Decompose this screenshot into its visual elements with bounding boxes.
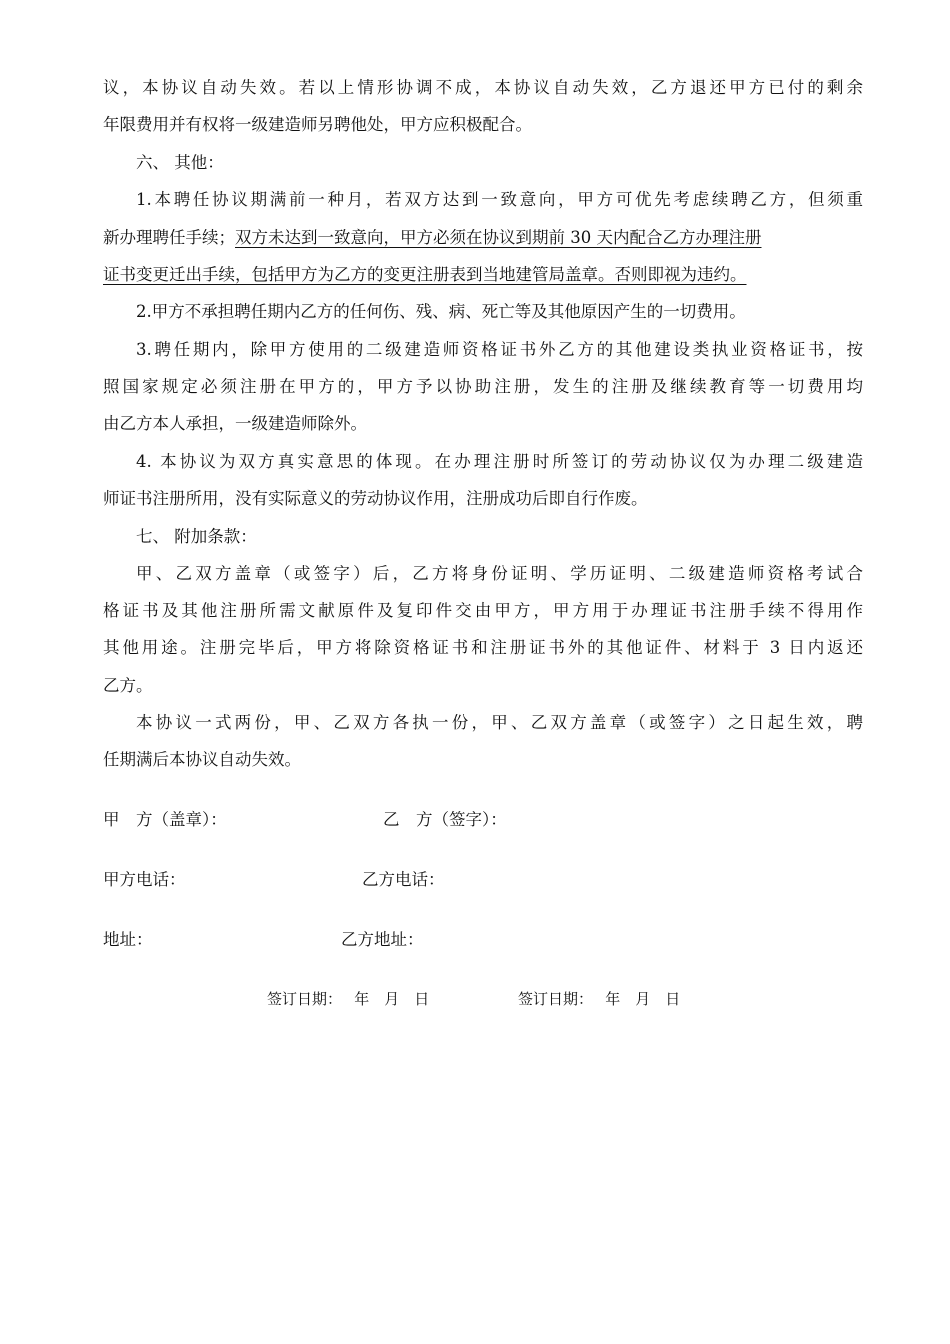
party-b-phone-label: 乙方电话：	[362, 870, 445, 889]
paragraph-line: 1.本聘任协议期满前一种月，若双方达到一致意向，甲方可优先考虑续聘乙方，但须重	[136, 190, 863, 209]
paragraph-line: 乙方。	[103, 676, 153, 695]
paragraph-line: 3.聘任期内，除甲方使用的二级建造师资格证书外乙方的其他建设类执业资格证书，按	[136, 340, 863, 359]
sign-date-party-a: 签订日期： 年 月 日	[267, 990, 430, 1008]
party-b-sign-label: 乙 方（签字）：	[383, 810, 507, 829]
paragraph-line: 4. 本协议为双方真实意思的体现。在办理注册时所签订的劳动协议仅为办理二级建造	[136, 452, 863, 471]
paragraph-line: 甲、乙双方盖章（或签字）后，乙方将身份证明、学历证明、二级建造师资格考试合	[136, 564, 863, 583]
paragraph-line: 照国家规定必须注册在甲方的，甲方予以协助注册，发生的注册及继续教育等一切费用均	[103, 377, 863, 396]
sign-date-party-b: 签订日期： 年 月 日	[518, 990, 681, 1008]
section-heading-six: 六、 其他：	[136, 153, 224, 172]
party-a-phone-label: 甲方电话：	[103, 870, 186, 889]
underlined-clause: 双方未达到一致意向，甲方必须在协议到期前 30 天内配合乙方办理注册	[235, 228, 762, 247]
paragraph-line: 由乙方本人承担，一级建造师除外。	[103, 414, 367, 433]
paragraph-text: 新办理聘任手续；	[103, 228, 235, 247]
party-a-address-label: 地址：	[103, 930, 153, 949]
paragraph-line	[103, 228, 762, 248]
underlined-clause: 证书变更迁出手续，包括甲方为乙方的变更注册表到当地建管局盖章。否则即视为违约。	[103, 265, 747, 284]
party-a-seal-label: 甲 方（盖章）：	[103, 810, 227, 829]
section-heading-seven: 七、 附加条款：	[136, 527, 257, 546]
paragraph-line: 其他用途。注册完毕后，甲方将除资格证书和注册证书外的其他证件、材料于 3 日内返还	[103, 638, 863, 657]
paragraph-line: 师证书注册所用，没有实际意义的劳动协议作用，注册成功后即自行作废。	[103, 489, 648, 508]
paragraph-line: 2.甲方不承担聘任期内乙方的任何伤、残、病、死亡等及其他原因产生的一切费用。	[136, 302, 746, 321]
paragraph-line: 年限费用并有权将一级建造师另聘他处，甲方应积极配合。	[103, 115, 532, 134]
paragraph-line: 格证书及其他注册所需文献原件及复印件交由甲方，甲方用于办理证书注册手续不得用作	[103, 601, 863, 620]
party-b-address-label: 乙方地址：	[341, 930, 424, 949]
paragraph-line: 任期满后本协议自动失效。	[103, 750, 301, 769]
paragraph-line: 本协议一式两份，甲、乙双方各执一份，甲、乙双方盖章（或签字）之日起生效，聘	[136, 713, 863, 732]
paragraph-line: 议，本协议自动失效。若以上情形协调不成，本协议自动失效，乙方退还甲方已付的剩余	[103, 78, 863, 97]
